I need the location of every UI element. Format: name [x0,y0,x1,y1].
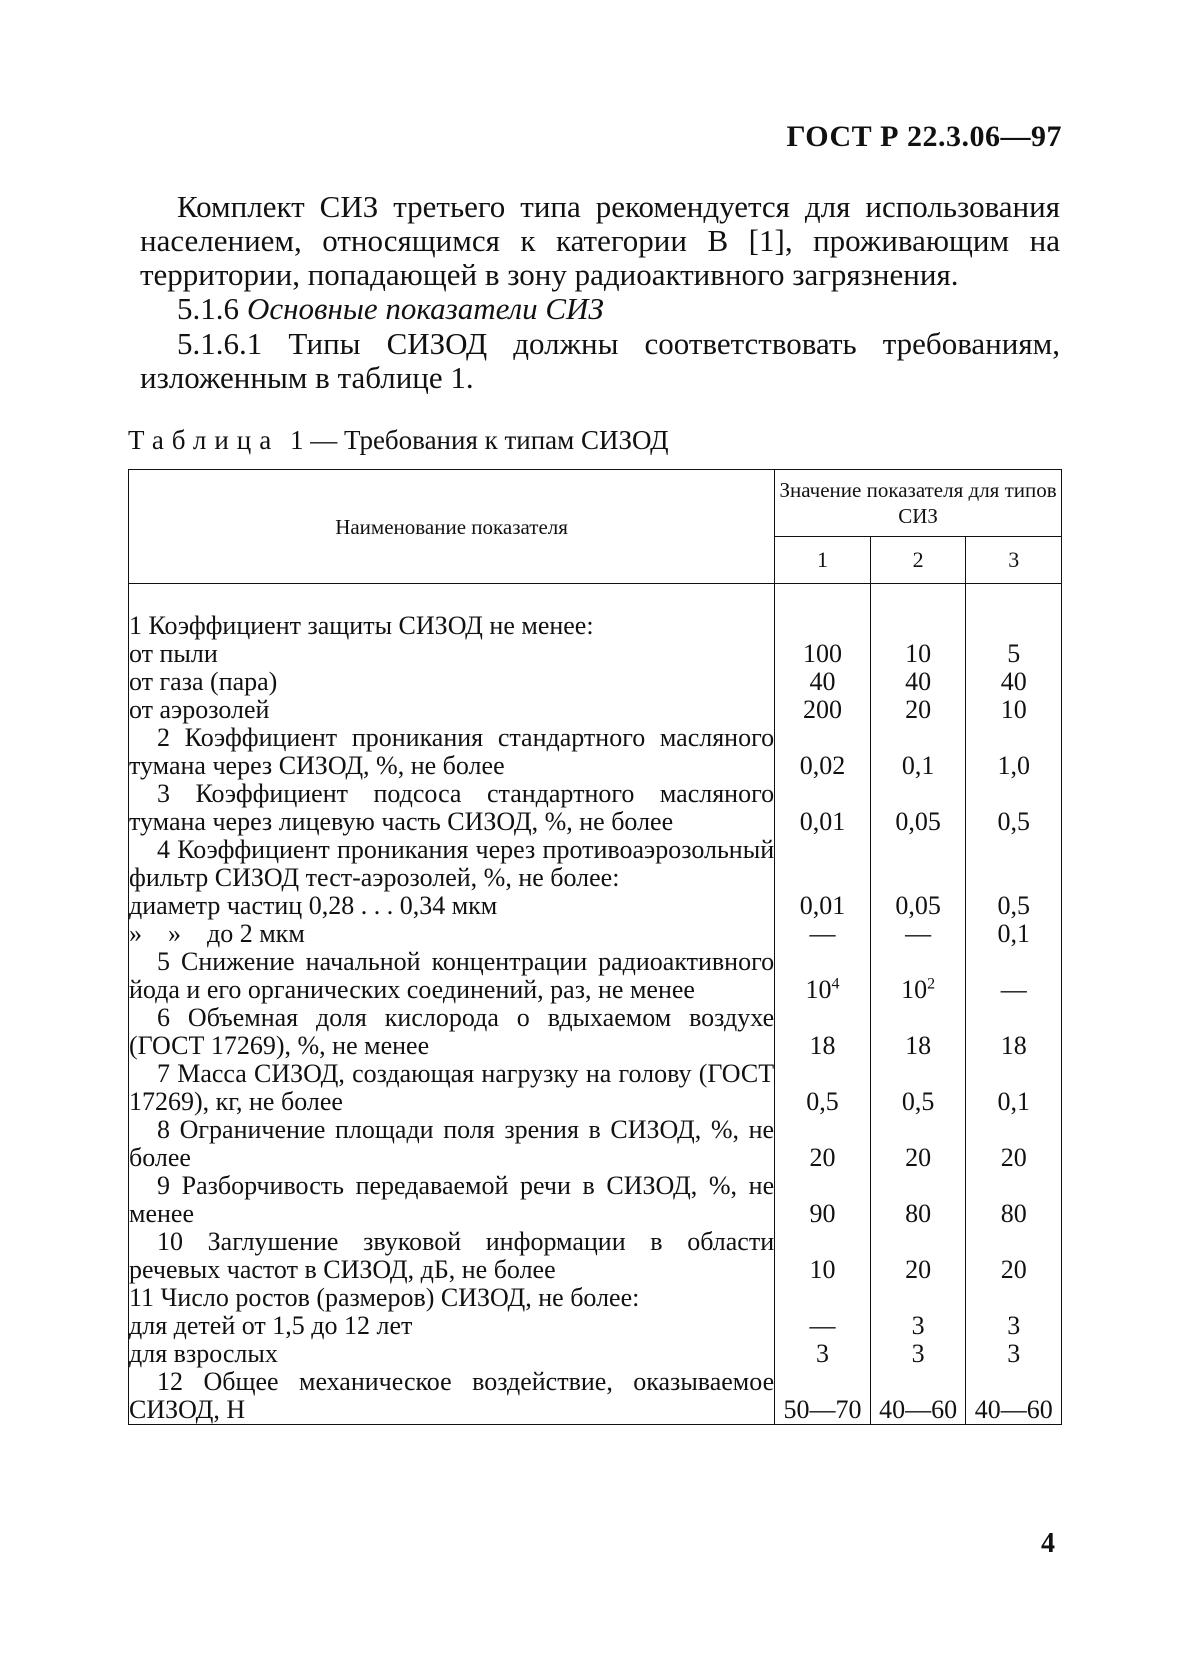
row-name: от аэрозолей [129,696,775,724]
value-type-1: 200 [775,696,871,724]
value-type-3: 0,5 [966,892,1062,920]
value-type-1: 50—70 [775,1368,871,1425]
row-name: 4 Коэффициент проникания через противоаэрозольный фильтр СИЗОД тест-аэрозолей, %, не более: [129,835,775,892]
table-row [129,1284,1062,1312]
value-type-1: 40 [775,668,871,696]
value-type-2: 0,1 [870,724,966,780]
value-type-2 [870,836,966,892]
requirements-table [128,469,1062,1425]
value-type-3: 80 [966,1172,1062,1228]
table-row [129,948,1062,1004]
table-row [129,920,1062,948]
header-indicator-values: Значение показателя для типов СИЗ [775,470,1062,537]
paragraph-5-1-6-1 [140,327,1060,395]
value-type-3: 18 [966,1004,1062,1060]
row-name: 3 Коэффициент подсоса стандартного масляного тумана через лицевую часть СИЗОД, %, не более [129,779,775,836]
table-row [129,724,1062,780]
section-heading-5-1-6 [177,292,977,326]
value-exponent: 2 [927,975,936,993]
header-type-1: 1 [775,537,871,584]
value-type-1 [775,836,871,892]
value-type-1: — [775,920,871,948]
table-row [129,612,1062,640]
value-type-2: 0,05 [870,780,966,836]
row-name: 8 Ограничение площади поля зрения в СИЗОД, %, не более [129,1115,775,1172]
value-type-3: 5 [966,640,1062,668]
value-type-3: 3 [966,1340,1062,1368]
paragraph-text: 5.1.6.1 Типы СИЗОД должны соответствовать требованиям, изложенным в таблице 1. [140,326,1060,395]
value-type-3: 40—60 [966,1368,1062,1425]
value-type-3 [966,612,1062,640]
value-base: 10 [901,975,928,1004]
row-name: 7 Масса СИЗОД, создающая нагрузку на голову (ГОСТ 17269), кг, не более [129,1059,775,1116]
caption-text: — Требования к типам СИЗОД [310,425,669,455]
section-title: Основные показатели СИЗ [247,291,604,326]
value-type-2: — [870,920,966,948]
table-row [129,892,1062,920]
table-row [129,1368,1062,1425]
value-type-1: 0,5 [775,1060,871,1116]
table-row [129,1312,1062,1340]
value-type-1: 20 [775,1116,871,1172]
value-type-2: 18 [870,1004,966,1060]
value-type-1: 90 [775,1172,871,1228]
value-type-3: 0,1 [966,920,1062,948]
value-type-2: 20 [870,1116,966,1172]
value-type-2: 40 [870,668,966,696]
value-type-3: 0,1 [966,1060,1062,1116]
value-type-3: 10 [966,696,1062,724]
value-type-1: 0,01 [775,892,871,920]
value-type-3: 3 [966,1312,1062,1340]
value-type-1: 10 [775,1228,871,1284]
value-type-2: 80 [870,1172,966,1228]
table-row [129,1172,1062,1228]
value-type-2: 3 [870,1340,966,1368]
row-name: 12 Общее механическое воздействие, оказываемое СИЗОД, Н [129,1367,775,1424]
value-type-1: 0,02 [775,724,871,780]
value-type-2: 20 [870,1228,966,1284]
paragraph-kit-type3 [140,190,1060,292]
table-row [129,836,1062,892]
paragraph-text: Комплект СИЗ третьего типа рекомендуется для использования населением, относящимся к категории В [1], проживающим на территории, попадающей в зону радиоактивного загрязнения. [140,189,1060,292]
row-name: 2 Коэффициент проникания стандартного масляного тумана через СИЗОД, %, не более [129,723,775,780]
value-type-3 [966,836,1062,892]
value-type-2: 40—60 [870,1368,966,1425]
row-name: для взрослых [129,1340,775,1368]
value-type-3: 0,5 [966,780,1062,836]
value-type-3: 1,0 [966,724,1062,780]
value-type-1: — [775,1312,871,1340]
caption-number: 1 [289,425,304,455]
section-number: 5.1.6 [177,291,239,326]
value-type-1 [775,1284,871,1312]
row-name: 11 Число ростов (размеров) СИЗОД, не более: [129,1284,775,1312]
caption-label: Таблица [128,425,280,455]
table-row [129,640,1062,668]
table-row [129,1060,1062,1116]
value-type-2 [870,1284,966,1312]
value-type-2: 0,5 [870,1060,966,1116]
table-row [129,668,1062,696]
value-type-2: 10 [870,640,966,668]
value-type-1 [775,948,871,1004]
value-type-3: 20 [966,1116,1062,1172]
value-type-1: 18 [775,1004,871,1060]
table-row [129,1004,1062,1060]
value-base: 10 [805,975,832,1004]
table-row [129,1340,1062,1368]
table-row [129,1116,1062,1172]
table-caption [128,425,669,456]
header-type-2: 2 [870,537,966,584]
table-row [129,780,1062,836]
value-type-3: 20 [966,1228,1062,1284]
row-name: для детей от 1,5 до 12 лет [129,1312,775,1340]
row-name: 5 Снижение начальной концентрации радиоактивного йода и его органических соединений, раз, не менее [129,947,775,1004]
row-name: 1 Коэффициент защиты СИЗОД не менее: [129,612,775,640]
table-row [129,696,1062,724]
value-type-3: 40 [966,668,1062,696]
row-name: от пыли [129,640,775,668]
row-name: диаметр частиц 0,28 . . . 0,34 мкм [129,892,775,920]
table-row [129,1228,1062,1284]
header-indicator-name: Наименование показателя [129,470,775,584]
value-type-1: 3 [775,1340,871,1368]
document-code: ГОСТ Р 22.3.06—97 [786,120,1062,153]
row-name: 10 Заглушение звуковой информации в области речевых частот в СИЗОД, дБ, не более [129,1227,775,1284]
value-type-2 [870,612,966,640]
value-type-2: 0,05 [870,892,966,920]
row-name: » » до 2 мкм [129,920,775,948]
value-type-2 [870,948,966,1004]
row-name: 6 Объемная доля кислорода о вдыхаемом воздухе (ГОСТ 17269), %, не менее [129,1003,775,1060]
value-type-2: 3 [870,1312,966,1340]
row-name: от газа (пара) [129,668,775,696]
value-type-1: 0,01 [775,780,871,836]
value-type-1 [775,612,871,640]
value-type-1: 100 [775,640,871,668]
header-type-3: 3 [966,537,1062,584]
value-exponent: 4 [831,975,840,993]
row-name: 9 Разборчивость передаваемой речи в СИЗОД, %, не менее [129,1171,775,1228]
value-type-3: — [966,948,1062,1004]
page-number: 4 [1041,1528,1055,1559]
value-type-3 [966,1284,1062,1312]
value-type-2: 20 [870,696,966,724]
